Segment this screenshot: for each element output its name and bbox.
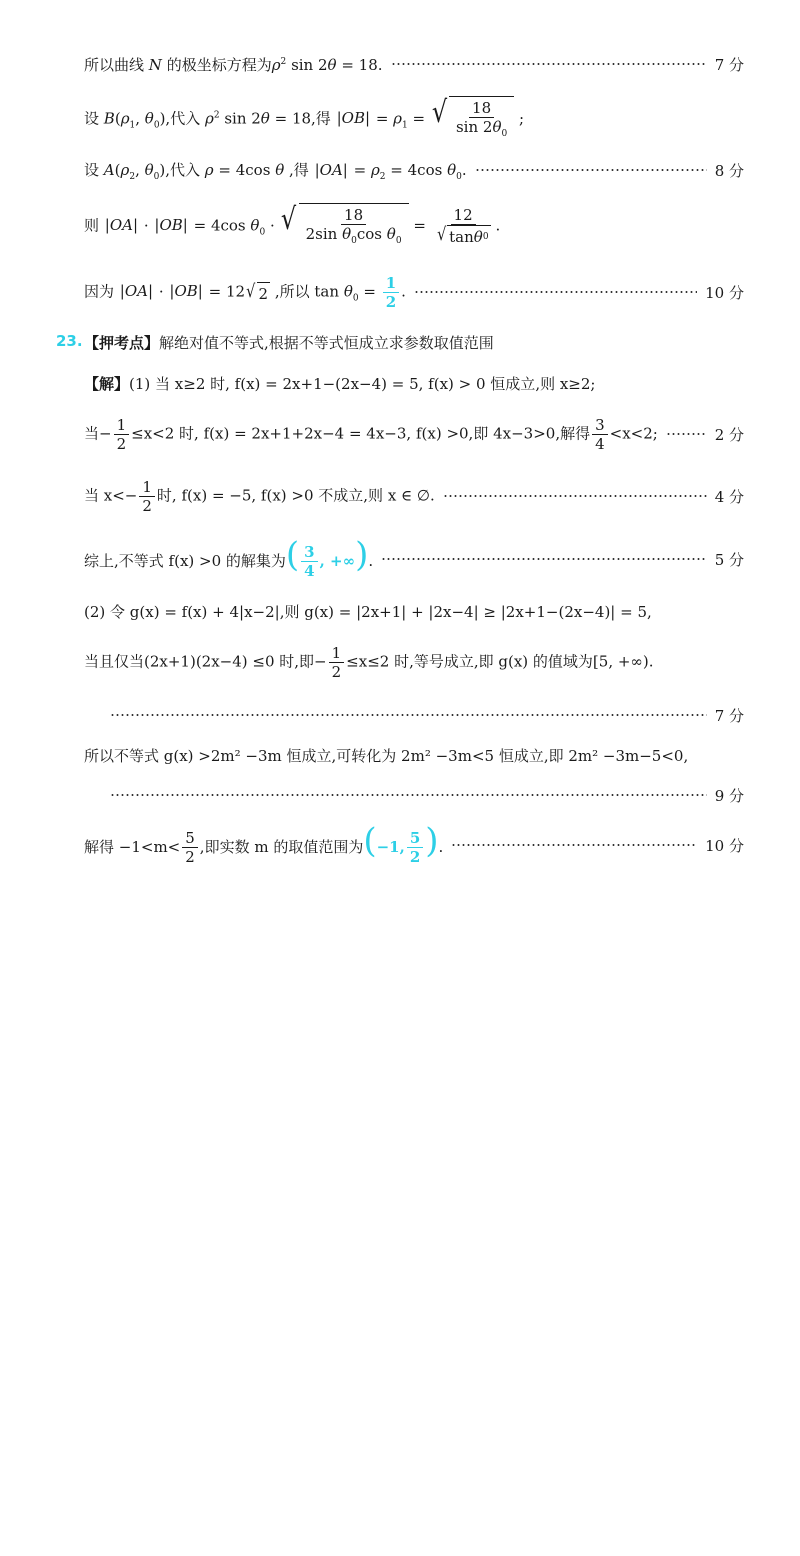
fraction: $\frac{1}{2}$ [114, 416, 130, 453]
dot-leader [110, 794, 707, 796]
text: ,代入 [165, 109, 201, 127]
score-label: 5 分 [714, 550, 744, 569]
score-label: 4 分 [714, 487, 744, 506]
solution-line-10: 解得 −1<m< $\frac{5}{2}$ ,即实数 m 的取值范围为(−1, $\frac{5}{2}$ ). 10 分 [84, 820, 744, 867]
solution-line-4: 综上,不等式 f(x) >0 的解集为( $\frac{3}{4}$ , +∞). 5 分 [84, 534, 744, 581]
dot-leader [666, 433, 707, 435]
dot-leader [451, 844, 697, 846]
text: 所以曲线 [84, 55, 145, 74]
score-line-7 [110, 702, 744, 728]
score-label: 10 分 [705, 283, 744, 302]
text: 因为 [84, 282, 115, 300]
heading-text: 解绝对值不等式,根据不等式恒成立求参数取值范围 [159, 333, 494, 352]
text: = [412, 109, 426, 127]
dot-leader [391, 63, 707, 65]
exam-point-label: 【押考点】 [84, 333, 160, 352]
solution-line-6: 当且仅当(2x+1)(2x−4) ≤0 时,即− $\frac{1}{2}$ ≤x≤2 时,等号成立,即 g(x) 的值域为[5, +∞). [84, 643, 654, 681]
text: = 4cos [193, 216, 246, 234]
text: = [363, 282, 376, 300]
answer-fraction: $\frac{5}{2}$ [407, 829, 423, 866]
score-label: 2 分 [714, 425, 744, 444]
text: = 18. [341, 55, 383, 74]
dot-leader [475, 169, 707, 171]
line-product: 则 |OA| · |OB| = 4cos $\theta_0$ · √ $\frac{18}{2\sin \theta_0\cos \theta_0}$ = 12 √ tan θ 0 . [84, 200, 744, 252]
text: (1) 当 x≥2 时, f(x) = 2x+1−(2x−4) = 5, f(x) > 0 恒成立,则 x≥2; [129, 374, 596, 393]
question-number: 23. [56, 332, 83, 350]
answer-fraction: $\frac{1}{2}$ [383, 274, 399, 311]
score-label: 7 分 [714, 706, 744, 725]
text: ; [519, 109, 525, 127]
line-polar-equation: 所以曲线 N 的极坐标方程为$\rho^2$ sin 2θ = 18. 7 分 [84, 55, 744, 74]
text: 所以不等式 g(x) >2m² −3m 恒成立,可转化为 2m² −3m<5 恒成立,即 2m² −3m−5<0, [84, 746, 689, 765]
fraction: $\frac{18}{\sin 2\theta_0}$ [455, 98, 508, 139]
fraction: $\frac{1}{2}$ [329, 644, 345, 681]
sqrt-expression: √ $\frac{18}{\sin 2\theta_0}$ [430, 96, 514, 143]
fraction: $\frac{5}{2}$ [182, 829, 198, 866]
text: sin 2 [224, 109, 261, 127]
dot-leader [381, 558, 707, 560]
text: 则 [84, 216, 100, 234]
line-point-a: 设 $A(\rho_2$, $\theta_0$),代入 ρ = 4cos θ ,得 $|OA| = \rho_2 = 4\cos$ $\theta_0$. 8 分 [84, 160, 744, 182]
fraction: 12 √ tan θ 0 [436, 206, 489, 246]
text: (2) 令 g(x) = f(x) + 4|x−2|,则 g(x) = |2x+1| + |2x−4| ≥ |2x+1−(2x−4)| = 5, [84, 602, 652, 621]
solution-line-1 [84, 370, 744, 396]
text: = 18,得 [274, 109, 331, 127]
text: 设 [84, 109, 100, 127]
solution-label: 【解】 [84, 374, 130, 393]
dot-leader [443, 495, 707, 497]
fraction: $\frac{3}{4}$ [592, 416, 608, 453]
answer-fraction: $\frac{3}{4}$ [301, 543, 317, 580]
text: 设 [84, 160, 100, 179]
score-label: 8 分 [714, 161, 744, 180]
sqrt-expression: √ $\frac{18}{2\sin \theta_0\cos \theta_0}$ [279, 203, 408, 250]
text: = 12 [208, 282, 246, 300]
score-label: 9 分 [714, 786, 744, 805]
solution-line-5 [84, 598, 744, 624]
section-heading [84, 328, 744, 356]
solution-line-2: 当− $\frac{1}{2}$ ≤x<2 时, f(x) = 2x+1+2x−4 = 4x−3, f(x) >0,即 4x−3>0,解得 $\frac{3}{4}$ <x<2; 2 分 [84, 415, 744, 453]
fraction: $\frac{1}{2}$ [139, 478, 155, 515]
text: = 4cos [390, 160, 443, 179]
dot-leader [110, 714, 707, 716]
fraction: $\frac{18}{2\sin \theta_0\cos \theta_0}$ [305, 205, 402, 246]
dot-leader [414, 291, 697, 293]
score-line-9 [110, 782, 744, 808]
line-tan-result: 因为 |OA| · |OB| = 12 √ 2 ,所以 $\tan \theta_0$ = $\frac{1}{2}$ . 10 分 [84, 273, 744, 311]
text: ,所以 tan [274, 282, 340, 300]
solution-line-8 [84, 742, 744, 768]
text: ,代入 [165, 160, 201, 179]
text: 的极坐标方程为 [166, 55, 272, 74]
text: sin 2 [291, 55, 328, 74]
text: = 4cos [218, 160, 271, 179]
score-label: 10 分 [705, 836, 744, 855]
text: ,得 [289, 160, 309, 179]
solution-line-3: 当 x<− $\frac{1}{2}$ 时, f(x) = −5, f(x) >0 不成立,则 x ∈ ∅. 4 分 [84, 477, 744, 515]
line-point-b: 设 $B(\rho_1$, $\theta_0$),代入 $\rho^2$ sin 2θ = 18,得 $|OB| = \rho_1$ = √ $\frac{18}{\sin 2\theta_0}$ ; [84, 96, 744, 142]
score-label: 7 分 [714, 55, 744, 74]
